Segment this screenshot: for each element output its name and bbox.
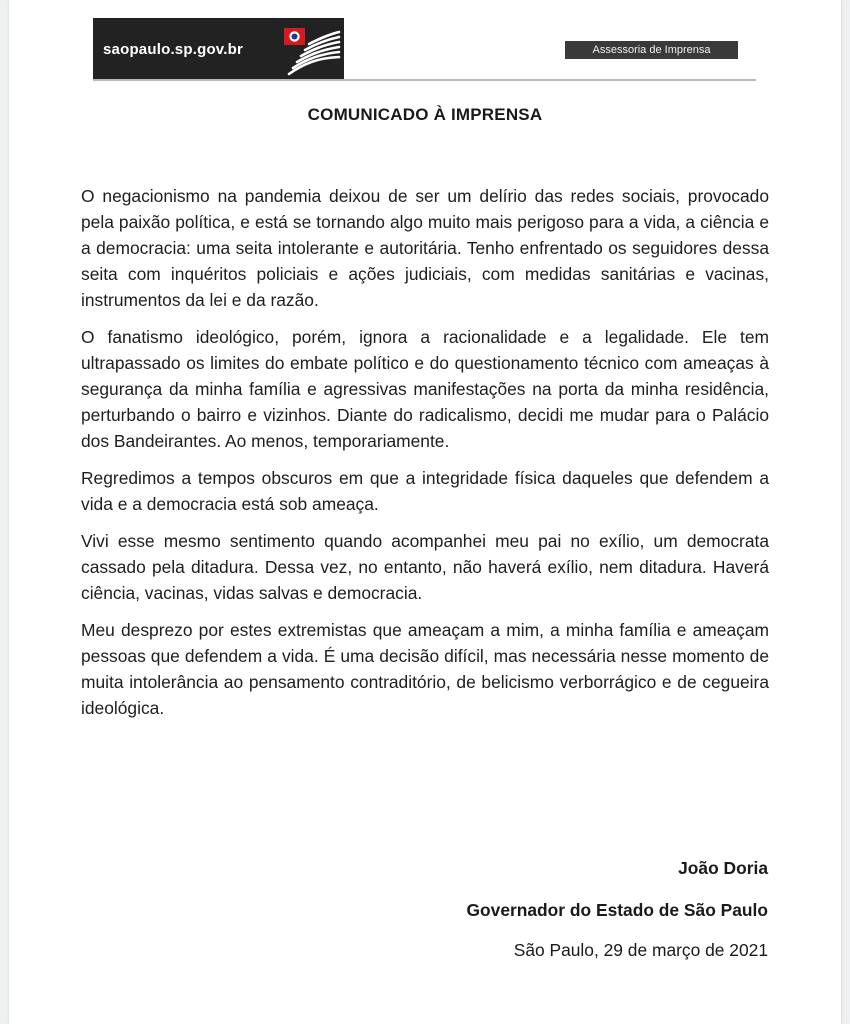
paragraph: Meu desprezo por estes extremistas que ameaçam a mim, a minha família e ameaçam pessoas que defendem a vida. É uma decisão difícil, mas necessária nesse momento de muita intolerância ao pensamento contraditório, de belicismo verborrágico e de cegueira ideológica. <box>81 620 769 718</box>
document-title: COMUNICADO À IMPRENSA <box>307 105 543 124</box>
paragraph: O fanatismo ideológico, porém, ignora a racionalidade e a legalidade. Ele tem ultrapassado os limites do embate político e do questionamento técnico com ameaças à segurança da minha família e agressivas manifestações na porta da minha residência, perturbando o bairro e vizinhos. Diante do radicalismo, decidi me mudar para o Palácio dos Bandeirantes. Ao menos, temporariamente. <box>81 327 769 451</box>
signature-date: São Paulo, 29 de março de 2021 <box>513 940 768 960</box>
header-logo <box>93 18 344 81</box>
header-divider <box>93 79 756 81</box>
paragraph: Vivi esse mesmo sentimento quando acompanhei meu pai no exílio, um democrata cassado pela ditadura. Dessa vez, no entanto, não haverá exílio, nem ditadura. Haverá ciência, vacinas, vidas salvas e democracia. <box>81 531 769 603</box>
site-name: saopaulo.sp.gov.br <box>103 41 244 58</box>
sao-paulo-flag-icon <box>283 24 341 76</box>
signature-name: João Doria <box>678 858 768 878</box>
paragraph: Regredimos a tempos obscuros em que a integridade física daqueles que defendem a vida e a democracia está sob ameaça. <box>81 468 769 514</box>
signature-role: Governador do Estado de São Paulo <box>466 900 768 920</box>
paragraph: O negacionismo na pandemia deixou de ser um delírio das redes sociais, provocado pela paixão política, e está se tornando algo muito mais perigoso para a vida, a ciência e a democracia: uma seita intolerante e autoritária. Tenho enfrentado os seguidores dessa seita com inquéritos policiais e ações judiciais, com medidas sanitárias e vacinas, instrumentos da lei e da razão. <box>81 186 769 310</box>
document-body <box>81 183 769 732</box>
press-office-badge: Assessoria de Imprensa <box>565 41 738 59</box>
